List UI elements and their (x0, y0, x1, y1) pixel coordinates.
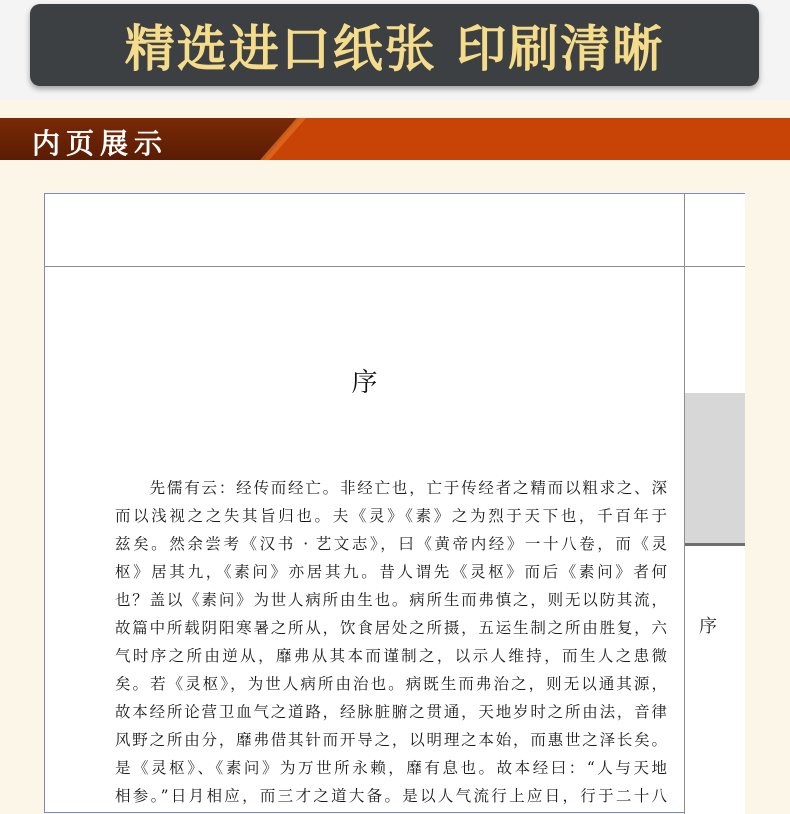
side-column-divider (685, 266, 745, 267)
text-line: 风野之所由分，靡弗借其针而开导之，以明理之本始，而惠世之泽长矣。 (115, 731, 667, 749)
banner-title: 精选进口纸张 印刷清晰 (124, 20, 665, 78)
text-line: 也？盖以《素问》为世人病所由生也。病所生而弗慎之，则无以防其流， (115, 591, 667, 609)
text-line: 先儒有云：经传而经亡。非经亡也，亡于传经者之精而以粗求之、深 (115, 479, 667, 497)
book-page-preview (44, 193, 745, 813)
body-text (115, 474, 667, 810)
text-line: 相参。”日月相应，而三才之道大备。是以人气流行上应日，行于二十八 (115, 787, 667, 805)
page-header-area (45, 194, 684, 267)
banner-box (30, 4, 759, 86)
text-line: 矣。若《灵枢》，为世人病所由治也。病既生而弗治之，则无以通其源， (115, 675, 667, 693)
text-line: 兹矣。然余尝考《汉书 · 艺文志》，曰《黄帝内经》一十八卷，而《灵 (115, 535, 667, 553)
text-line: 而以浅视之之失其旨归也。夫《灵》《素》之为烈于天下也，千百年于 (115, 507, 667, 525)
text-line: 是《灵枢》、《素问》为万世所永赖，靡有息也。故本经曰：“人与天地 (115, 759, 667, 777)
top-banner (0, 0, 790, 100)
section-title: 内页展示 (32, 127, 169, 160)
side-column-label: 序 (699, 616, 717, 637)
section-header-bar (0, 118, 790, 160)
side-thumb-tab (685, 393, 745, 546)
page-heading: 序 (351, 368, 378, 398)
text-line: 故本经所论营卫血气之道路，经脉脏腑之贯通，天地岁时之所由法，音律 (115, 703, 667, 721)
text-line: 枢》居其九，《素问》亦居其九。昔人谓先《灵枢》而后《素问》者何 (115, 563, 667, 581)
text-line: 故篇中所载阴阳寒暑之所从，饮食居处之所摄，五运生制之所由胜复，六 (115, 619, 667, 637)
page-side-column (684, 194, 745, 814)
text-line: 气时序之所由逆从，靡弗从其本而谨制之，以示人维持，而生人之患微 (115, 647, 667, 665)
